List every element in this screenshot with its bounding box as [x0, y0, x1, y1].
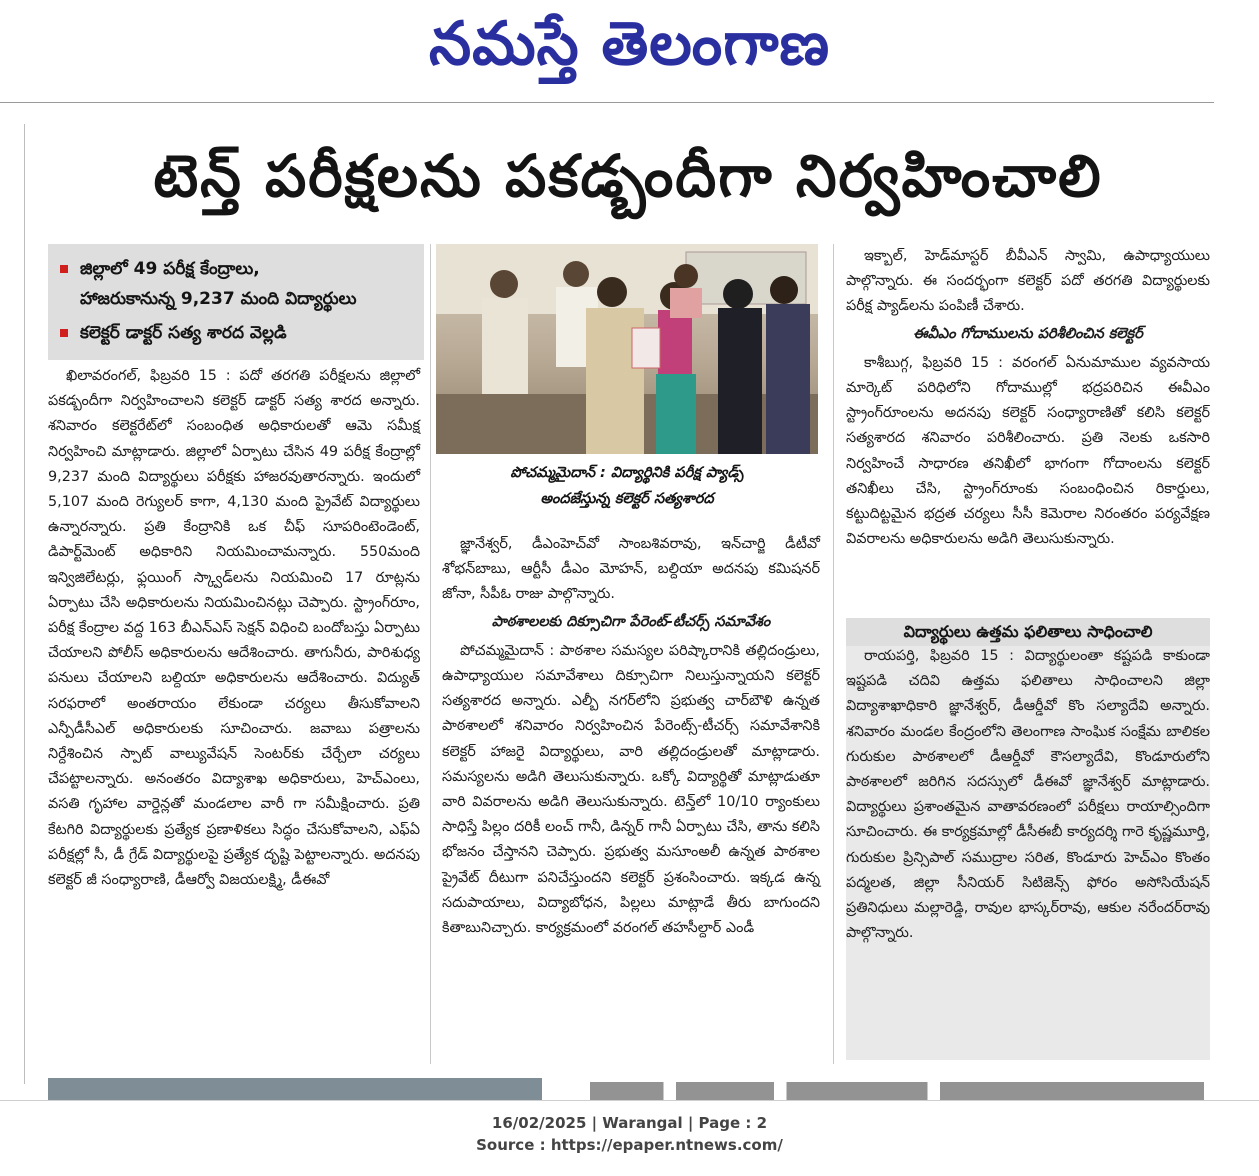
article-column-1	[48, 364, 420, 893]
paragraph: పోచమ్మమైదాన్ : పాఠశాల సమస్యల పరిష్కారానికి తల్లిదండ్రులు, ఉపాధ్యాయుల సమావేశాలు దిక్సూచిగా నిలుస్తున్నాయని కలెక్టర్ సత్యశారద అన్నారు. ఎల్బీ నగర్‌లోని ప్రభుత్వ చార్‌బౌళి ఉన్నత పాఠశాలలో శనివారం నిర్వహించిన పేరెంట్స్-టీచర్స్ సమావేశానికి కలెక్టర్ హాజరై విద్యార్థులు, వారి తల్లిదండ్రులతో మాట్లాడారు. సమస్యలను అడిగి తెలుసుకున్నారు. ఒక్కో విద్యార్థితో మాట్లాడుతూ వారి వివరాలను అడిగి తెలుసుకున్నారు. టెన్త్‌లో 10/10 ర్యాంకులు సాధిస్తే పిల్లం దరికీ లంచ్ గానీ, డిన్నర్ గానీ ఏర్పాటు చేసి, తాను కలిసి భోజనం చేస్తానని చెప్పారు. ప్రభుత్వ మసూంఅలీ ఉన్నత పాఠశాల ప్రైవేట్ దీటుగా పనిచేస్తుందని కలెక్టర్ ప్రశంసించారు. ఇక్కడ ఉన్న సదుపాయాలు, విద్యాబోధన, పిల్లలు మాట్లాడే తీరు బాగుందని కితాబునిచ్చారు. కార్యక్రమంలో వరంగల్ తహసీల్దార్ ఎండీ	[442, 642, 820, 937]
next-article-photo-strip	[48, 1078, 542, 1100]
paragraph: కాశీబుగ్గ, ఫిబ్రవరి 15 : వరంగల్ ఏనుమాముల వ్యవసాయ మార్కెట్ పరిధిలోని గోదాముల్లో భద్రపరిచిన ఈవీఎం స్ట్రాంగ్‌రూంలను అదనపు కలెక్టర్ సంధ్యారాణితో కలిసి కలెక్టర్ సత్యశారద శనివారం పరిశీలించారు. ప్రతి నెలకు ఒకసారి నిర్వహించే సాధారణ తనిఖీలో భాగంగా గోదాంలను కలెక్టర్ తనిఖీలు చేసి, స్ట్రాంగ్‌రూంకు సంబంధించిన రికార్డులు, కట్టుదిట్టమైన భద్రత చర్యలు సీసీ కెమెరాల నిరంతరం పర్యవేక్షణ వివరాలను అధికారులను అడిగి తెలుసుకున్నారు.	[846, 354, 1210, 548]
photo-illustration	[436, 244, 818, 454]
photo-caption: పోచమ్మమైదాన్ : విద్యార్థినికి పరీక్ష ప్యాడ్స్ అందజేస్తున్న కలెక్టర్ సత్యశారద	[510, 465, 744, 507]
paragraph: ఇక్బాల్, హెడ్‌మాస్టర్ బీవీఎన్ స్వామి, ఉపాధ్యాయులు పాల్గొన్నారు. ఈ సందర్భంగా కలెక్టర్ పదో తరగతి విద్యార్థులకు పరీక్ష ప్యాడ్‌లను పంపిణీ చేశారు.	[846, 248, 1210, 315]
next-article-headline-strip	[590, 1082, 1204, 1100]
page-footer	[0, 1112, 1259, 1156]
masthead-divider	[0, 102, 1214, 103]
article-column-2	[442, 532, 820, 941]
source-link[interactable]: Source : https://epaper.ntnews.com/	[476, 1136, 783, 1154]
newspaper-logo: నమస్తే తెలంగాణ	[428, 9, 831, 79]
section-subhead: పాఠశాలలకు దిక్సూచిగా పేరెంట్-టీచర్స్ సమావేశం	[491, 613, 771, 630]
edition-info: 16/02/2025 | Warangal | Page : 2	[491, 1114, 768, 1132]
paragraph: జ్ఞానేశ్వర్, డీఎంహెచ్‌వో సాంబశివరావు, ఇన్‌చార్జి డీటీవో శోభన్‌బాబు, ఆర్టీసీ డీఎం మోహన్, బల్దియా అదనపు కమిషనర్ జోనా, సీపీఓ రాజు పాల్గొన్నారు.	[442, 536, 820, 603]
footer-divider	[0, 1100, 1259, 1101]
masthead	[0, 0, 1259, 96]
bullet-icon	[60, 329, 68, 337]
column-divider	[430, 244, 431, 1064]
news-photo	[436, 244, 818, 454]
section-subhead: ఈవీఎం గోదాములను పరిశీలించిన కలెక్టర్	[913, 325, 1143, 342]
clip-border	[24, 124, 25, 1084]
bullet-icon	[60, 265, 68, 273]
paragraph: రాయపర్తి, ఫిబ్రవరి 15 : విద్యార్థులంతా కష్టపడి కాకుండా ఇష్టపడి చదివి ఉత్తమ ఫలితాలు సాధించాలని జిల్లా విద్యాశాఖాధికారి జ్ఞానేశ్వర్, డీఆర్డీవో కొం సల్యాదేవి అన్నారు. శనివారం మండల కేంద్రంలోని తెలంగాణ సాంఘిక సంక్షేమ బాలికల గురుకుల పాఠశాలలో డీఆర్డీవో కౌసల్యాదేవి, కొండూరులోని పాఠశాలలో జరిగిన సదస్సులో డీఈవో జ్ఞానేశ్వర్ మాట్లాడారు. విద్యార్థులు ప్రశాంతమైన వాతావరణంలో పరీక్షలు రాయాల్సిందిగా సూచించారు. ఈ కార్యక్రమాల్లో డీసీఈబీ కార్యదర్శి గారె కృష్ణమూర్తి, గురుకుల ప్రిన్సిపాల్ సముద్రాల సరిత, కొండూరు హెచ్ఎం కొంతం పద్మలత, జిల్లా సీనియర్ సిటిజెన్స్ ఫోరం అసోసియేషన్ ప్రతినిధులు మల్లారెడ్డి, రావుల భాస్కర్‌రావు, ఆకుల నరేందర్‌రావు పాల్గొన్నారు.	[846, 648, 1210, 942]
paragraph: ఖిలావరంగల్, ఫిబ్రవరి 15 : పదో తరగతి పరీక్షలను జిల్లాలో పకడ్బందీగా నిర్వహించాలని కలెక్టర్ డాక్టర్ సత్య శారద అన్నారు. శనివారం కలెక్టరేట్‌లో సంబంధిత అధికారులతో ఆమె సమీక్ష నిర్వహించి మాట్లాడారు. జిల్లాలో ఏర్పాటు చేసిన 49 పరీక్ష కేంద్రాల్లో 9,237 మంది విద్యార్థులు పరీక్షకు హాజరవుతారన్నారు. ఇందులో 5,107 మంది రెగ్యులర్ కాగా, 4,130 మంది ప్రైవేట్ విద్యార్థులు ఉన్నారన్నారు. ప్రతి కేంద్రానికి ఒక చీఫ్ సూపరింటెండెంట్, డిపార్ట్‌మెంట్ అధికారిని నియమించామన్నారు. 550మంది ఇన్విజిలేటర్లు, ఫ్లయింగ్ స్క్వాడ్‌లను నియమించి 17 రూట్లను ఏర్పాటు చేసి అధికారులను నియమించినట్లు చెప్పారు. స్ట్రాంగ్‌రూం, పరీక్ష కేంద్రాల వద్ద 163 బీఎన్ఎస్ సెక్షన్ విధించి బందోబస్తు ఏర్పాటు చేయాలని పోలీస్ అధికారులను ఆదేశించారు. తాగునీరు, పారిశుధ్య పనులు చేయాలని బల్దియా అధికారులను ఆదేశించారు. విద్యుత్ సరఫరాలో అంతరాయం లేకుండా చర్యలు తీసుకోవాలని ఎన్పీడీసీఎల్ అధికారులకు సూచించారు. జవాబు పత్రాలను నిర్దేశించిన స్పాట్ వాల్యువేషన్ సెంటర్‌కు చేర్చేలా చర్యలు చేపట్టాలన్నారు. అనంతరం విద్యాశాఖ అధికారులు, హెచ్ఎంలు, వసతి గృహాల వార్డెన్లతో మండలాల వారీ గా సమీక్షించారు. ప్రతి కేటగిరి విద్యార్థులకు ప్రత్యేక ప్రణాళికలు సిద్ధం చేసుకోవాలని, ఎఫ్ఏ పరీక్షల్లో సీ, డీ గ్రేడ్ విద్యార్థులపై ప్రత్యేక దృష్టి పెట్టాలన్నారు. అదనపు కలెక్టర్ జీ సంధ్యారాణి, డీఆర్వో విజయలక్ష్మి, డీఈవో	[48, 368, 420, 889]
boxed-story-headline: విద్యార్థులు ఉత్తమ ఫలితాలు సాధించాలి	[846, 618, 1210, 646]
article-column-3	[846, 244, 1210, 552]
highlight-item: హాజరుకానున్న 9,237 మంది విద్యార్థులు	[80, 289, 357, 309]
column-divider	[833, 244, 834, 1064]
highlight-item: కలెక్టర్ డాక్టర్ సత్య శారద వెల్లడి	[60, 318, 287, 348]
article-headline: టెన్త్ పరీక్షలను పకడ్బందీగా నిర్వహించాలి	[153, 142, 1103, 210]
highlight-item: జిల్లాలో 49 పరీక్ష కేంద్రాలు,	[60, 254, 260, 284]
highlights-box	[48, 244, 424, 360]
boxed-story-text	[846, 644, 1210, 946]
